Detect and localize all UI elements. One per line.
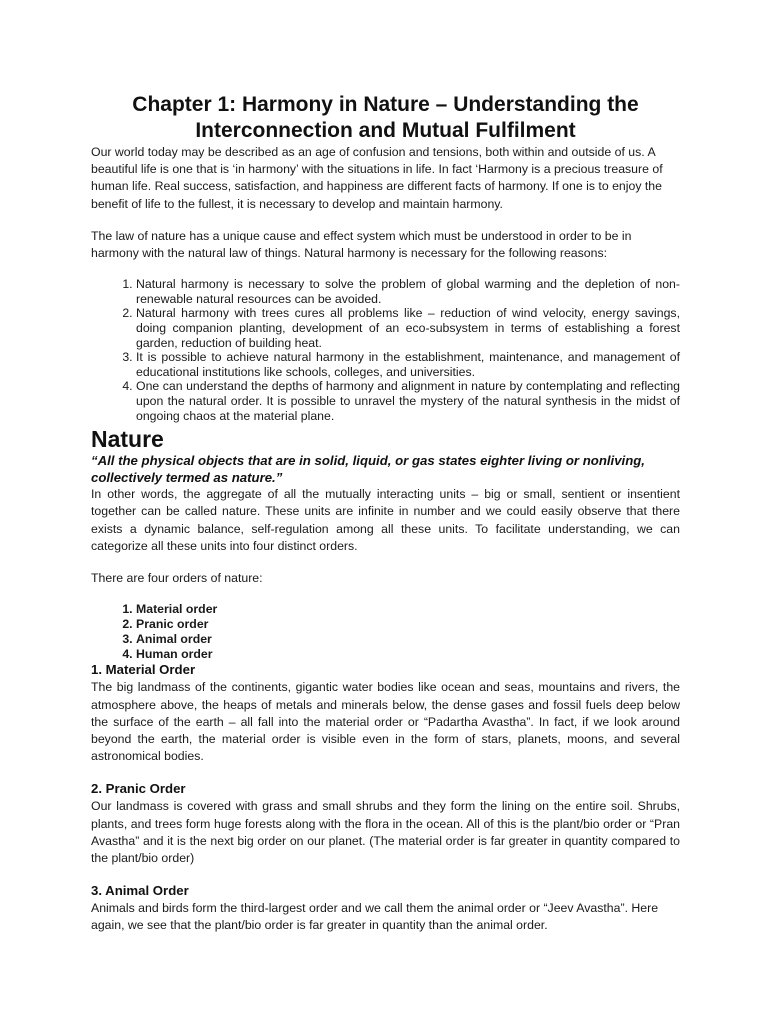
animal-order-paragraph: Animals and birds form the third-largest order and we call them the animal order or “Jeev Avastha”. Here again, we see that the plant/bio order is far greater in quantity than the animal order. xyxy=(91,901,659,933)
list-item: 2. Pranic order xyxy=(136,617,680,632)
intro-paragraph-2: The law of nature has a unique cause and effect system which must be understood in order to be in harmony with the natural law of things. Natural harmony is necessary for the following reasons: xyxy=(91,228,632,261)
nature-quote: “All the physical objects that are in solid, liquid, or gas states eighter living or nonliving, collectively termed as nature.” xyxy=(91,453,645,485)
nature-heading: Nature xyxy=(91,426,164,453)
list-item: 1. Natural harmony is necessary to solve the problem of global warming and the depletion of non-renewable natural resources can be avoided. xyxy=(136,277,680,306)
list-item: 2. Natural harmony with trees cures all problems like – reduction of wind velocity, energy savings, doing companion planting, development of an eco-subsystem in terms of establishing a forest garden, reduction of building heat. xyxy=(136,306,680,350)
list-item: 1. Material order xyxy=(136,602,680,617)
material-order-heading: 1. Material Order xyxy=(91,662,196,678)
reasons-list xyxy=(91,277,680,423)
pranic-order-heading: 2. Pranic Order xyxy=(91,781,186,797)
list-item: 3. It is possible to achieve natural harmony in the establishment, maintenance, and management of educational institutions like schools, colleges, and universities. xyxy=(136,350,680,379)
nature-paragraph: In other words, the aggregate of all the mutually interacting units – big or small, sentient or insentient together can be called nature. These units are infinite in number and we could easily observe that there exists a dynamic balance, self-regulation among all these units. To facilitate understanding, we can categorize all these units into four distinct orders. xyxy=(91,487,680,553)
animal-order-heading: 3. Animal Order xyxy=(91,883,189,899)
orders-intro: There are four orders of nature: xyxy=(91,570,263,585)
pranic-order-paragraph: Our landmass is covered with grass and small shrubs and they form the lining on the entire soil. Shrubs, plants, and trees form huge forests along with the flora in the ocean. All of this is the plant/bio order or “Pran Avastha” and it is the next big order on our planet. (The material order is far greater in quantity compared to the plant/bio order) xyxy=(91,799,680,865)
material-order-paragraph: The big landmass of the continents, gigantic water bodies like ocean and seas, mountains and rivers, the atmosphere above, the heaps of metals and minerals below, the dense gases and fossil fuels deep below the surface of the earth – all fall into the material order or “Padartha Avastha”. In fact, if we look around beyond the earth, the material order is visible even in the form of stars, planets, moons, and several astronomical bodies. xyxy=(91,680,680,764)
orders-list xyxy=(91,602,680,661)
list-item: 4. One can understand the depths of harmony and alignment in nature by contemplating and reflecting upon the natural order. It is possible to unravel the mystery of the natural synthesis in the midst of ongoing chaos at the material plane. xyxy=(136,379,680,423)
chapter-title: Chapter 1: Harmony in Nature – Understanding the Interconnection and Mutual Fulfilment xyxy=(132,93,639,142)
list-item: 3. Animal order xyxy=(136,632,680,647)
intro-paragraph-1: Our world today may be described as an age of confusion and tensions, both within and outside of us. A beautiful life is one that is ‘in harmony’ with the situations in life. In fact ‘Harmony is a precious treasure of human life. Real success, satisfaction, and happiness are different facts of harmony. If one is to enjoy the benefit of life to the fullest, it is necessary to develop and maintain harmony. xyxy=(91,145,663,211)
list-item: 4. Human order xyxy=(136,647,680,662)
